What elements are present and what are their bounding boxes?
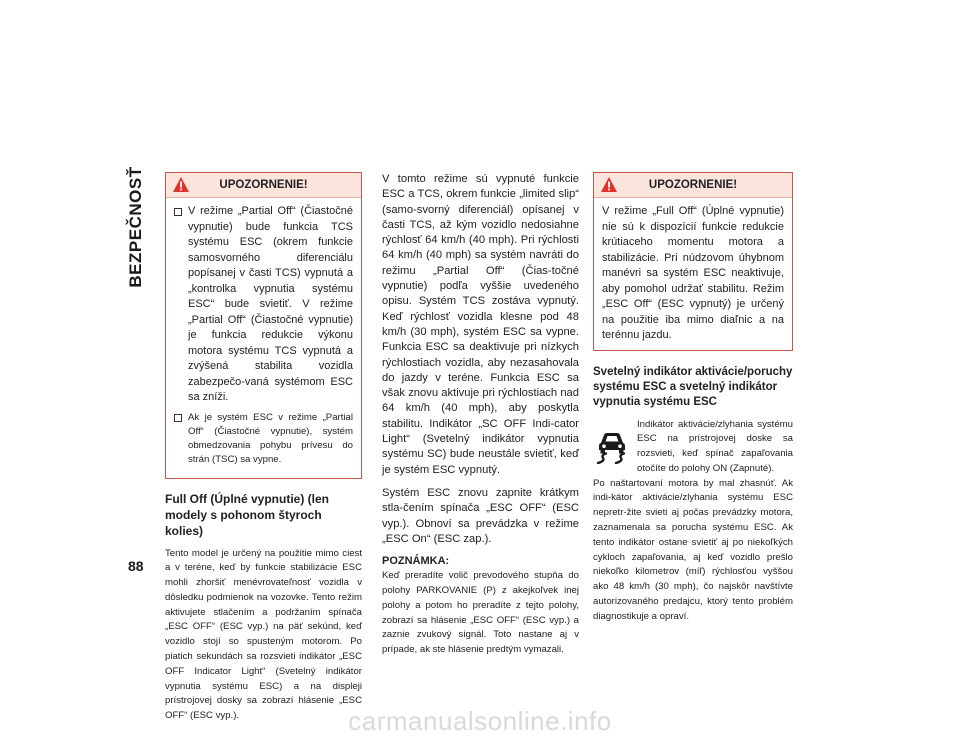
warning-header	[594, 173, 792, 198]
warning-header	[166, 173, 361, 198]
warning-body	[594, 198, 792, 350]
warning-box-right	[593, 172, 793, 351]
warning-body	[166, 198, 361, 478]
warning-title: UPOZORNENIE!	[219, 179, 308, 191]
page-number: 88	[128, 558, 144, 574]
esc-skid-icon	[595, 428, 629, 464]
section-heading-full-off: Full Off (Úplné vypnutie) (len modely s pohonom štyroch kolies)	[165, 491, 329, 538]
section-heading-indicator: Svetelný indikátor aktivácie/poruchy systému ESC a svetelný indikátor vypnutia systému ESC	[593, 365, 793, 408]
indicator-row	[593, 418, 793, 477]
column-left	[165, 172, 362, 732]
warning-text: V režime „Full Off“ (Úplné vypnutie) nie sú k dispozícií funkcie redukcie krútiaceho momentu motora a stabilizácie. Pri núdzovom úhybnom manévri sa systém ESC neaktivuje, aby pomohol udržať stabilitu. Režim „ESC Off“ (ESC vypnutý) je určený na použitie iba mimo diaľnic a na terénnu jazdu.	[602, 205, 784, 341]
note-label: POZNÁMKA:	[382, 555, 450, 568]
note-text: Keď preradíte volič prevodového stupňa do polohy PARKOVANIE (P) z akejkoľvek inej polohy a potom ho preradíte z tejto polohy, zobrazí sa hlásenie „ESC OFF“ (ESC vyp.) a zaznie zvukový signál. Toto nastane aj v prípade, ak ste hlásenie predtým vymazali.	[382, 570, 579, 656]
indicator-text-rest: Po naštartovaní motora by mal zhasnúť. Ak indi-kátor aktivácie/zlyhania systému ESC nepretr-žite svieti aj počas prevádzky motora, zaznamenala sa porucha systému ESC. Ak tento indikátor ostane svietiť aj po niekoľkých cykloch zapaľovania, aj keď vozidlo prešlo niekoľko kilometrov (míľ) rýchlosťou vyššou ako 48 km/h (30 mph), čo najskôr navštívte autorizovaného predajcu, ktorý tento problém diagnostikuje a opraví.	[593, 477, 793, 622]
indicator-text-intro: Indikátor aktivácie/zlyhania systému ESC na prístrojovej doske sa rozsvieti, keď spínač zapaľovania otočíte do polohy ON (Zapnuté).	[637, 418, 793, 474]
warning-bullet-text: V režime „Partial Off“ (Čiastočné vypnutie) bude funkcia TCS systému ESC (okrem funkcie samosvorného diferenciálu popísanej v časti TCS) vypnutá a „kontrolka vypnutia systému ESC“ bude svietiť. V režime „Partial Off“ (Čiastočné vypnutie) je funkcia redukcie výkonu motora systému TCS vypnutá a zvýšená stabilita vozidla zabezpečo-vaná systémom ESC sa zníži.	[188, 205, 353, 403]
paragraph-mode: V tomto režime sú vypnuté funkcie ESC a TCS, okrem funkcie „limited slip“ (samo-svorný diferenciál) opísanej v časti TCS, až kým vozidlo nedosiahne rýchlosť 64 km/h (40 mph). Pri rýchlosti 64 km/h (40 mph) sa systém navráti do režimu „Partial Off“ (Čias-točné vypnutie) podľa vyššie uvedeného opisu. Systém TCS zostáva vypnutý. Keď rýchlosť vozidla klesne pod 48 km/h (30 mph), systém ESC sa vypne. Funkcia ESC sa deaktivuje pri nízkych rýchlostiach vozidla, aby nezasahovala do jazdy v teréne. Funkcia ESC sa však znovu aktivuje pri rýchlostiach nad 64 km/h (40 mph), aby poskytla stabilitu. Indikátor „SC OFF Indi-cator Light“ (Svetelný indikátor vypnutia systému SC) bude neustále svietiť, keď je systém ESC vypnutý.	[382, 173, 579, 476]
column-middle	[382, 172, 579, 666]
indicator-block	[593, 418, 793, 625]
watermark: carmanualsonline.info	[348, 706, 612, 736]
warning-bullet-text: Ak je systém ESC v režime „Partial Off“ (Čiastočné vypnutie), systém obmedzovania pohybu prívesu do strán (TSC) sa vypne.	[188, 411, 353, 465]
section-title: BEZPEČNOSŤ	[126, 166, 145, 288]
warning-box-left	[165, 172, 362, 479]
paragraph-full-off: Tento model je určený na použitie mimo ciest a v teréne, keď by funkcie stabilizácie ESC mohli zhoršiť menévrovateľnosť vozidla v dôsledku podmienok na vozovke. Tento režim aktivujete stlačením a podržaním spínača „ESC OFF“ (ESC vyp.) na päť sekúnd, keď vozidlo stojí so spusteným motorom. Po piatich sekundách sa rozsvieti indikátor „ESC OFF Indicator Light“ (Svetelný indikátor vypnutia systému ESC) a na displeji prístrojovej dosky sa zobrazí hlásenie „ESC OFF“ (ESC vyp.).	[165, 547, 362, 722]
checkbox-square-icon	[174, 208, 182, 216]
checkbox-square-icon	[174, 414, 182, 422]
warning-bullet	[174, 411, 353, 467]
warning-title: UPOZORNENIE!	[648, 179, 738, 191]
warning-bullet	[174, 204, 353, 406]
warning-triangle-icon	[172, 176, 190, 193]
section-side-label	[120, 166, 152, 288]
warning-triangle-icon	[600, 176, 618, 193]
paragraph-reenable: Systém ESC znovu zapnite krátkym stla-čením spínača „ESC OFF“ (ESC vyp.). Obnoví sa prevádzka v režime „ESC On“ (ESC zap.).	[382, 486, 579, 545]
column-right	[593, 172, 793, 625]
